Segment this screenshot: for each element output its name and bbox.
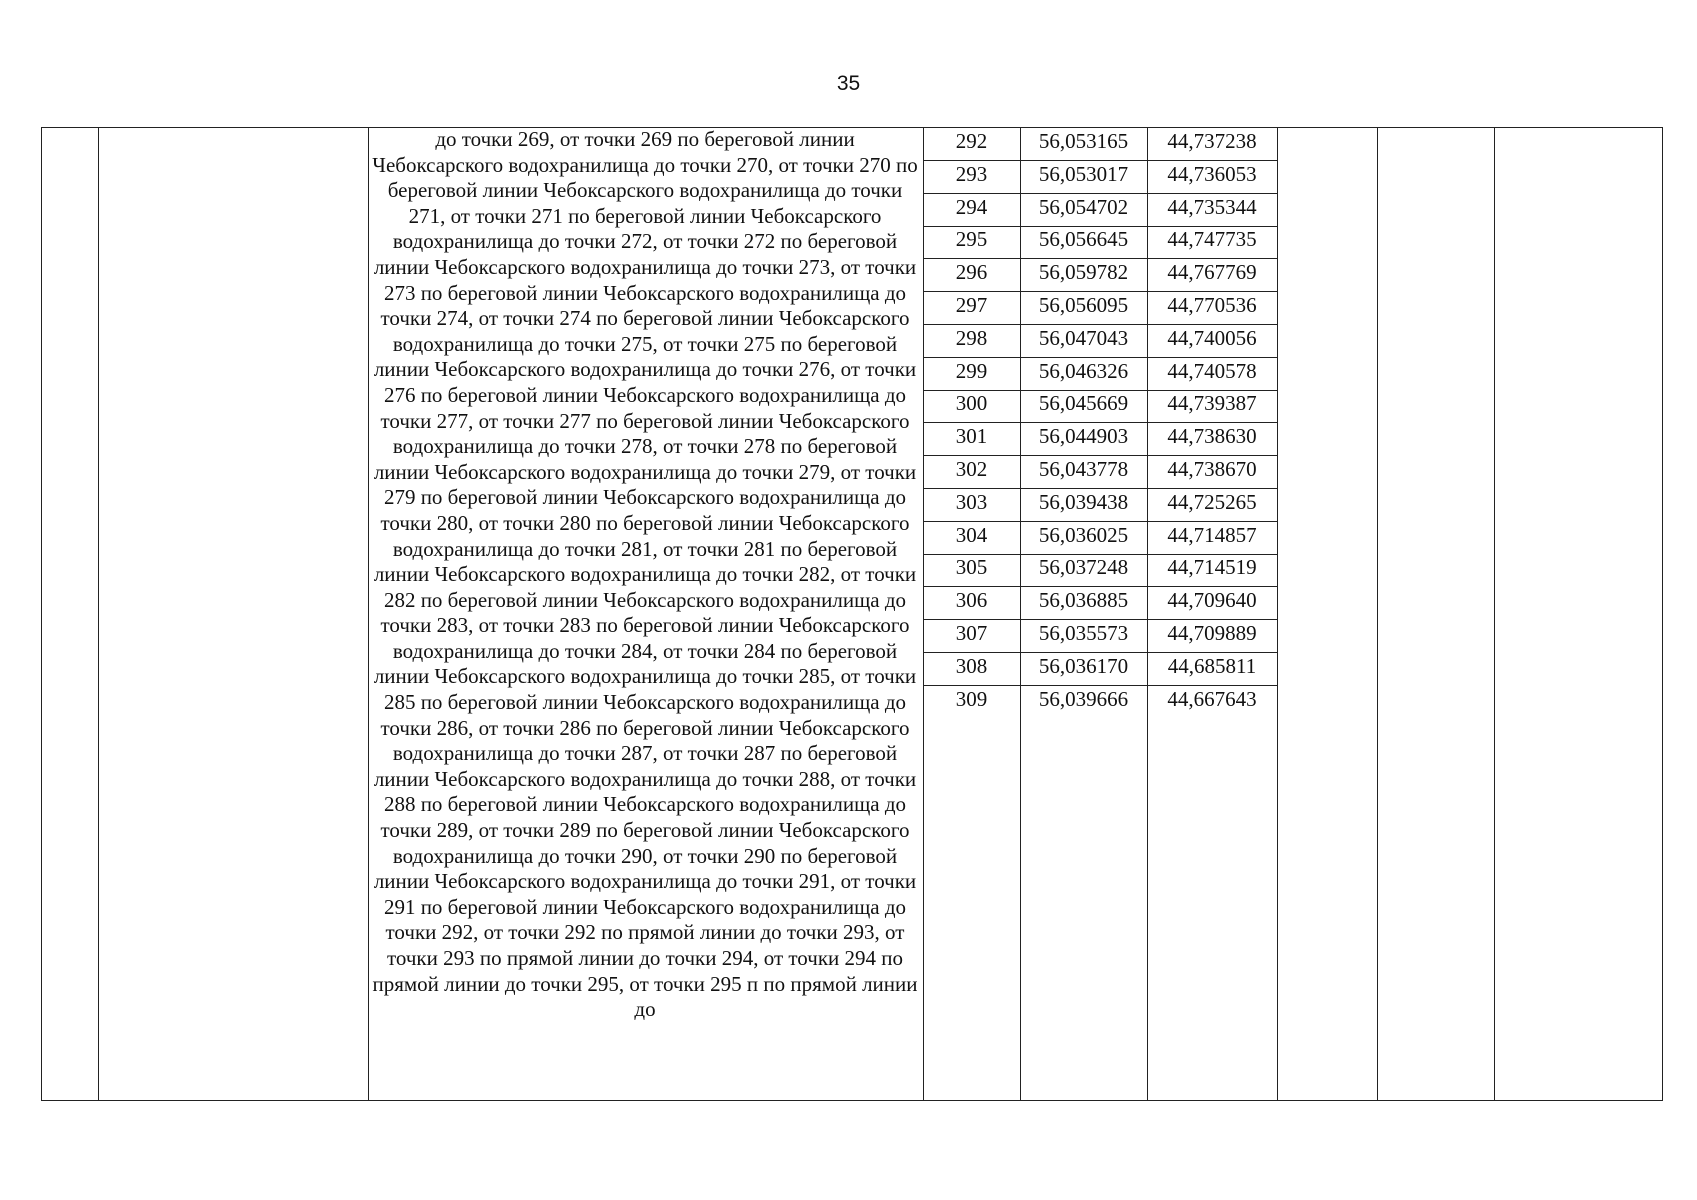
- point-number: 294: [955, 194, 988, 219]
- point-number: 308: [955, 653, 988, 678]
- latitude-cell: 56,045669: [1038, 391, 1129, 416]
- point-number: 301: [955, 424, 988, 449]
- longitude-cell: 44,709640: [1167, 588, 1257, 613]
- longitude-cell: 44,738630: [1167, 424, 1257, 449]
- longitude-cell: 44,740578: [1167, 358, 1257, 383]
- latitude-cell: 56,053017: [1038, 161, 1129, 186]
- latitude-cell: 56,044903: [1038, 424, 1129, 449]
- boundary-description: до точки 269, от точки 269 по береговой линии Чебоксарского водохранилища до точки 270, от точки 270 по береговой линии Чебоксарского водохранилища до точки 271, от точки 271 по береговой линии Чебоксарского водохранилища до точки 272, от точки 272 по береговой линии Чебоксарского водохранилища до точки 273, от точки 273 по береговой линии Чебоксарского водохранилища до точки 274, от точки 274 по береговой линии Чебоксарского водохранилища до точки 275, от точки 275 по береговой линии Чебоксарского водохранилища до точки 276, от точки 276 по береговой линии Чебоксарского водохранилища до точки 277, от точки 277 по береговой линии Чебоксарского водохранилища до точки 278, от точки 278 по береговой линии Чебоксарского водохранилища до точки 279, от точки 279 по береговой линии Чебоксарского водохранилища до точки 280, от точки 280 по береговой линии Чебоксарского водохранилища до точки 281, от точки 281 по береговой линии Чебоксарского водохранилища до точки 282, от точки 282 по береговой линии Чебоксарского водохранилища до точки 283, от точки 283 по береговой линии Чебоксарского водохранилища до точки 284, от точки 284 по береговой линии Чебоксарского водохранилища до точки 285, от точки 285 по береговой линии Чебоксарского водохранилища до точки 286, от точки 286 по береговой линии Чебоксарского водохранилища до точки 287, от точки 287 по береговой линии Чебоксарского водохранилища до точки 288, от точки 288 по береговой линии Чебоксарского водохранилища до точки 289, от точки 289 по береговой линии Чебоксарского водохранилища до точки 290, от точки 290 по береговой линии Чебоксарского водохранилища до точки 291, от точки 291 по береговой линии Чебоксарского водохранилища до точки 292, от точки 292 по прямой линии до точки 293, от точки 293 по прямой линии до точки 294, от точки 294 по прямой линии до точки 295, от точки 295 п по прямой линии до: [372, 127, 918, 1022]
- longitude-cell: 44,747735: [1167, 227, 1257, 252]
- point-number: 295: [955, 227, 988, 252]
- longitude-cell: 44,725265: [1167, 489, 1257, 514]
- longitude-cell: 44,767769: [1167, 260, 1257, 285]
- longitude-cell: 44,736053: [1167, 161, 1257, 186]
- latitude-cell: 56,039438: [1038, 489, 1129, 514]
- coordinate-row: [923, 160, 1277, 194]
- point-number: 309: [955, 686, 988, 711]
- longitude-cell: 44,709889: [1167, 621, 1257, 645]
- latitude-cell: 56,043778: [1038, 457, 1129, 481]
- point-number: 303: [955, 489, 988, 514]
- latitude-cell: 56,037248: [1038, 555, 1129, 580]
- latitude-cell: 56,036885: [1038, 588, 1129, 613]
- coordinate-row: [923, 521, 1277, 555]
- latitude-cell: 56,053165: [1038, 129, 1129, 153]
- longitude-cell: 44,714857: [1167, 522, 1257, 547]
- coordinate-row: [923, 389, 1277, 423]
- column-divider-6: [1277, 127, 1278, 1101]
- longitude-cell: 44,714519: [1167, 555, 1257, 580]
- coordinate-row: [923, 488, 1277, 522]
- coordinate-row: [923, 127, 1277, 161]
- latitude-cell: 56,039666: [1038, 686, 1129, 711]
- coordinate-row: [923, 619, 1277, 653]
- coordinate-row: [923, 258, 1277, 292]
- latitude-cell: 56,036025: [1038, 522, 1129, 547]
- latitude-cell: 56,036170: [1038, 653, 1129, 678]
- longitude-cell: 44,735344: [1167, 194, 1257, 219]
- coordinate-row: [923, 455, 1277, 489]
- longitude-cell: 44,667643: [1167, 686, 1257, 711]
- latitude-cell: 56,056095: [1038, 293, 1129, 317]
- coordinate-row: [923, 652, 1277, 686]
- coordinate-row: [923, 553, 1277, 587]
- latitude-cell: 56,035573: [1038, 621, 1129, 645]
- point-number: 305: [955, 555, 988, 580]
- longitude-cell: 44,739387: [1167, 391, 1257, 416]
- latitude-cell: 56,059782: [1038, 260, 1129, 285]
- column-divider-1: [98, 127, 99, 1101]
- point-number: 306: [955, 588, 988, 613]
- longitude-cell: 44,738670: [1167, 457, 1257, 481]
- coordinate-row: [923, 586, 1277, 620]
- column-divider-7: [1377, 127, 1378, 1101]
- latitude-cell: 56,046326: [1038, 358, 1129, 383]
- point-number: 297: [955, 293, 988, 317]
- point-number: 307: [955, 621, 988, 645]
- longitude-cell: 44,740056: [1167, 325, 1257, 350]
- longitude-cell: 44,770536: [1167, 293, 1257, 317]
- coordinate-row: [923, 193, 1277, 227]
- coordinate-row: [923, 324, 1277, 358]
- latitude-cell: 56,056645: [1038, 227, 1129, 252]
- point-number: 304: [955, 522, 988, 547]
- point-number: 298: [955, 325, 988, 350]
- coordinate-row: [923, 357, 1277, 391]
- coordinate-row: [923, 225, 1277, 259]
- coordinate-row: [923, 422, 1277, 456]
- point-number: 296: [955, 260, 988, 285]
- point-number: 300: [955, 391, 988, 416]
- point-number: 292: [955, 129, 988, 153]
- coordinate-row: [923, 685, 1277, 718]
- longitude-cell: 44,737238: [1167, 129, 1257, 153]
- coordinate-row: [923, 291, 1277, 325]
- point-number: 299: [955, 358, 988, 383]
- point-number: 293: [955, 161, 988, 186]
- longitude-cell: 44,685811: [1167, 653, 1257, 678]
- latitude-cell: 56,054702: [1038, 194, 1129, 219]
- page-number: 35: [836, 72, 861, 95]
- point-number: 302: [955, 457, 988, 481]
- column-divider-8: [1494, 127, 1495, 1101]
- latitude-cell: 56,047043: [1038, 325, 1129, 350]
